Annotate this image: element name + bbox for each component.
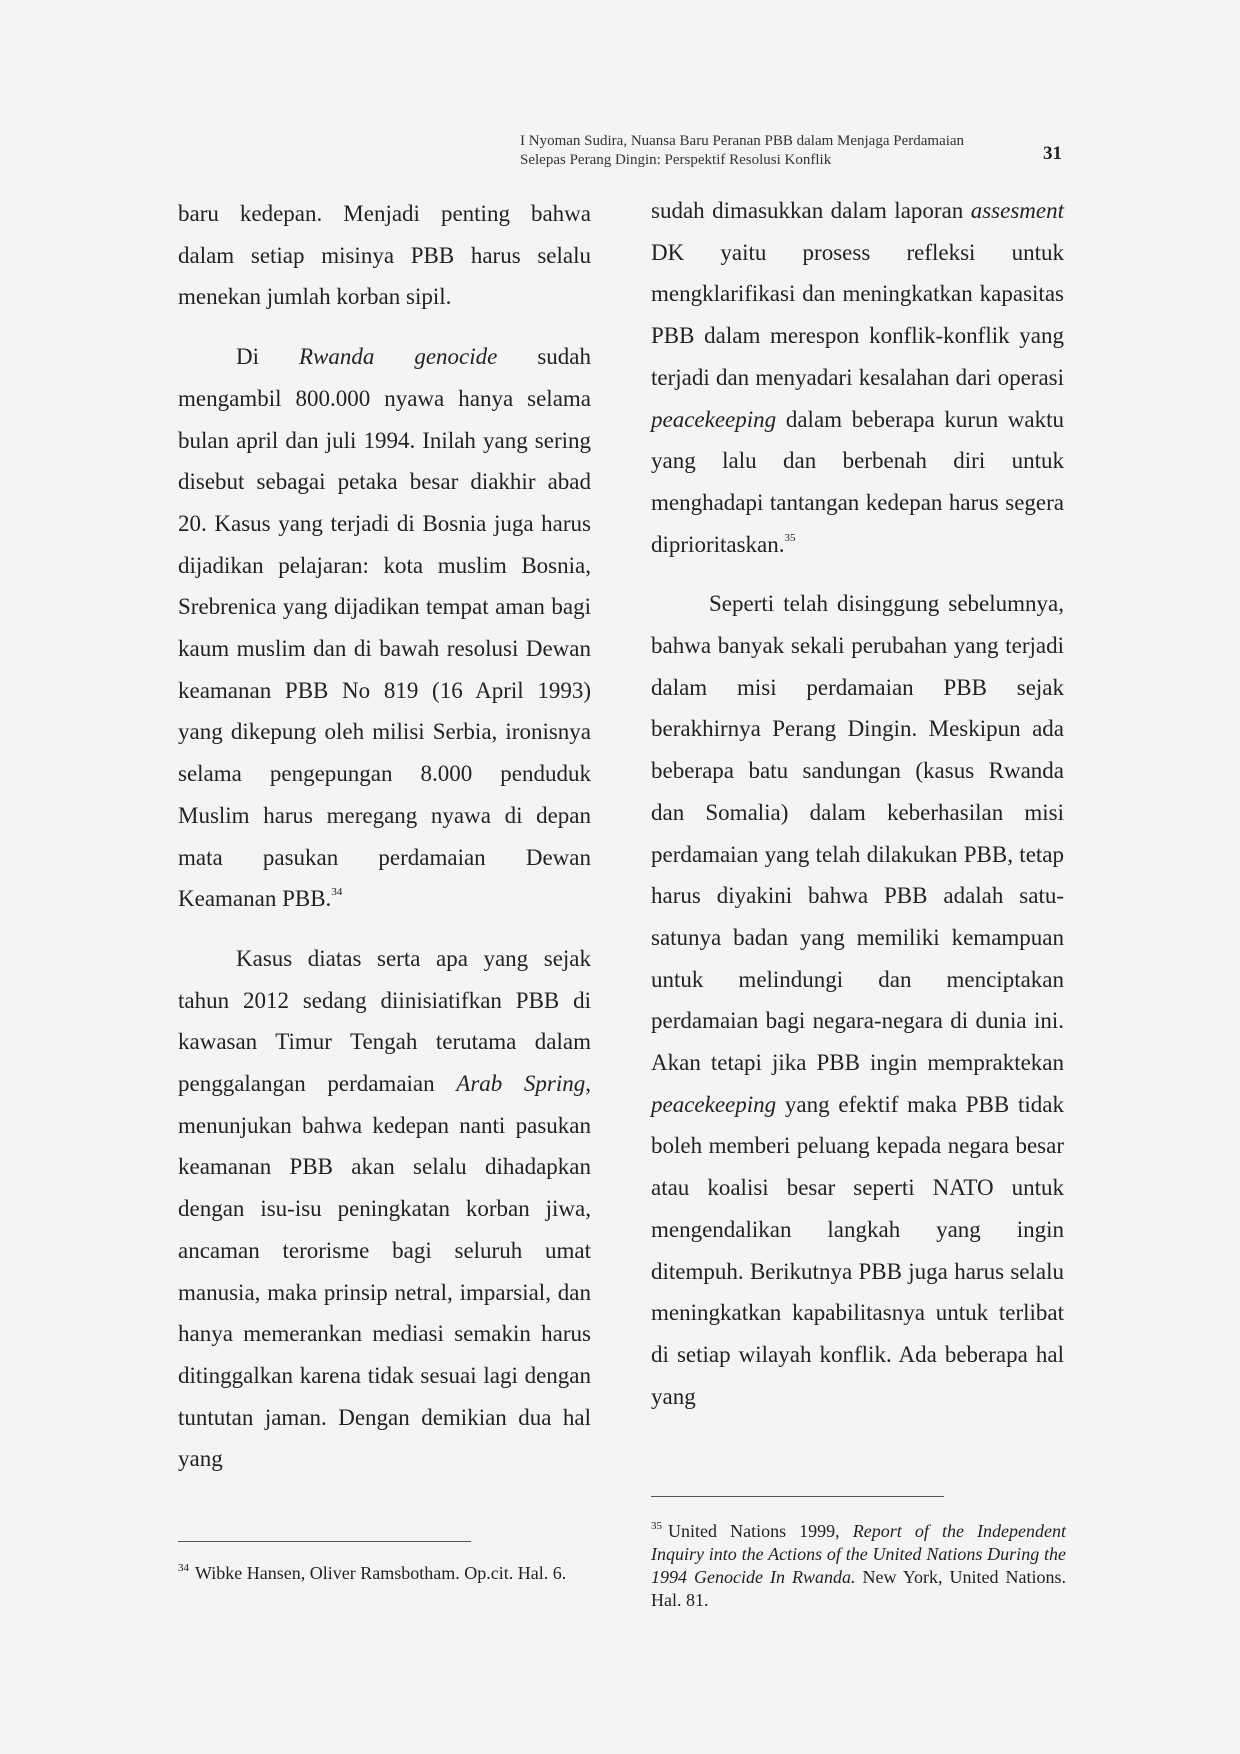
paragraph: [651, 583, 1064, 1417]
footnote-34: [178, 1557, 578, 1585]
footnote-mark: 34: [178, 1562, 189, 1574]
paragraph-text: sudah mengambil 800.000 nyawa hanya selama bulan april dan juli 1994. Inilah yang sering disebut sebagai petaka besar diakhir abad 20. Kasus yang terjadi di Bosnia juga harus dijadikan pelajaran: kota muslim Bosnia, Srebrenica yang dijadikan tempat aman bagi kaum muslim dan di bawah resolusi Dewan keamanan PBB No 819 (16 April 1993) yang dikepung oleh milisi Serbia, ironisnya selama pengepungan 8.000 penduduk Muslim harus meregang nyawa di depan mata pasukan perdamaian Dewan Keamanan PBB.: [178, 344, 592, 912]
footnote-ref[interactable]: 35: [784, 531, 796, 544]
paragraph-text: dalam beberapa kurun waktu yang lalu dan berbenah diri untuk menghadapi tantangan kedepan harus segera diprioritaskan.: [651, 406, 1064, 557]
right-column: [651, 190, 1064, 1417]
footnote-divider-right: [651, 1496, 944, 1497]
emphasis: Arab Spring: [456, 1071, 586, 1097]
footnote-divider-left: [178, 1541, 471, 1542]
footnote-mark: 35: [651, 1520, 662, 1532]
emphasis: Rwanda genocide: [298, 344, 498, 370]
footnote-text: Wibke Hansen, Oliver Ramsbotham. Op.cit. Hal. 6.: [195, 1563, 567, 1583]
paragraph-text: baru kedepan. Menjadi penting bahwa dalam setiap misinya PBB harus selalu menekan jumlah korban sipil.: [178, 201, 591, 310]
paragraph: [178, 193, 591, 318]
emphasis: peacekeeping: [651, 406, 777, 432]
paragraph-text: Seperti telah disinggung sebelumnya, bahwa banyak sekali perubahan yang terjadi dalam misi perdamaian PBB sejak berakhirnya Perang Dingin. Meskipun ada beberapa batu sandungan (kasus Rwanda dan Somalia) dalam keberhasilan misi perdamaian yang telah dilakukan PBB, tetap harus diyakini bahwa PBB adalah satu-satunya badan yang memiliki kemampuan untuk melindungi dan menciptakan perdamaian bagi negara-negara di dunia ini. Akan tetapi jika PBB ingin mempraktekan: [651, 591, 1064, 1076]
emphasis: peacekeeping: [651, 1091, 777, 1117]
header-line-1: I Nyoman Sudira, Nuansa Baru Peranan PBB dalam Menjaga Perdamaian: [520, 133, 965, 149]
paragraph: [178, 336, 591, 920]
running-header: [520, 132, 1040, 170]
footnote-ref[interactable]: 34: [331, 886, 343, 899]
paragraph-text: Kasus diatas serta apa yang sejak tahun 2012 sedang diinisiatifkan PBB di kawasan Timur Tengah terutama dalam penggalangan perdamaian: [178, 945, 591, 1097]
footnote-35: [651, 1515, 1066, 1612]
paragraph-text: Di: [236, 344, 299, 370]
paragraph-text: sudah dimasukkan dalam laporan: [651, 198, 971, 223]
paragraph-text: DK yaitu prosess refleksi untuk mengklarifikasi dan meningkatkan kapasitas PBB dalam merespon konflik-konflik yang terjadi dan menyadari kesalahan dari operasi: [651, 239, 1064, 390]
footnote-text: New York, United Nations. Hal. 81.: [651, 1567, 1066, 1610]
emphasis: assesment: [970, 198, 1064, 223]
paragraph-text: yang efektif maka PBB tidak boleh memberi peluang kepada negara besar atau koalisi besar seperti NATO untuk mengendalikan langkah yang ingin ditempuh. Berikutnya PBB juga harus selalu meningkatkan kapabilitasnya untuk terlibat di setiap wilayah konflik. Ada beberapa hal yang: [651, 1091, 1064, 1409]
paragraph: [178, 938, 591, 1480]
paragraph: [651, 190, 1064, 565]
header-line-2: Selepas Perang Dingin: Perspektif Resolusi Konflik: [520, 152, 832, 168]
paragraph-text: , menunjukan bahwa kedepan nanti pasukan keamanan PBB akan selalu dihadapkan dengan isu-isu peningkatan korban jiwa, ancaman terorisme bagi seluruh umat manusia, maka prinsip netral, imparsial, dan hanya memerankan mediasi semakin harus ditinggalkan karena tidak sesuai lagi dengan tuntutan jaman. Dengan demikian dua hal yang: [178, 1071, 592, 1472]
left-column: [178, 193, 591, 1480]
footnote-title: Report of the Independent Inquiry into the Actions of the United Nations During the 1994 Genocide In Rwanda.: [651, 1521, 1066, 1587]
page-number: 31: [1043, 143, 1062, 164]
footnote-text: United Nations 1999,: [668, 1521, 853, 1541]
